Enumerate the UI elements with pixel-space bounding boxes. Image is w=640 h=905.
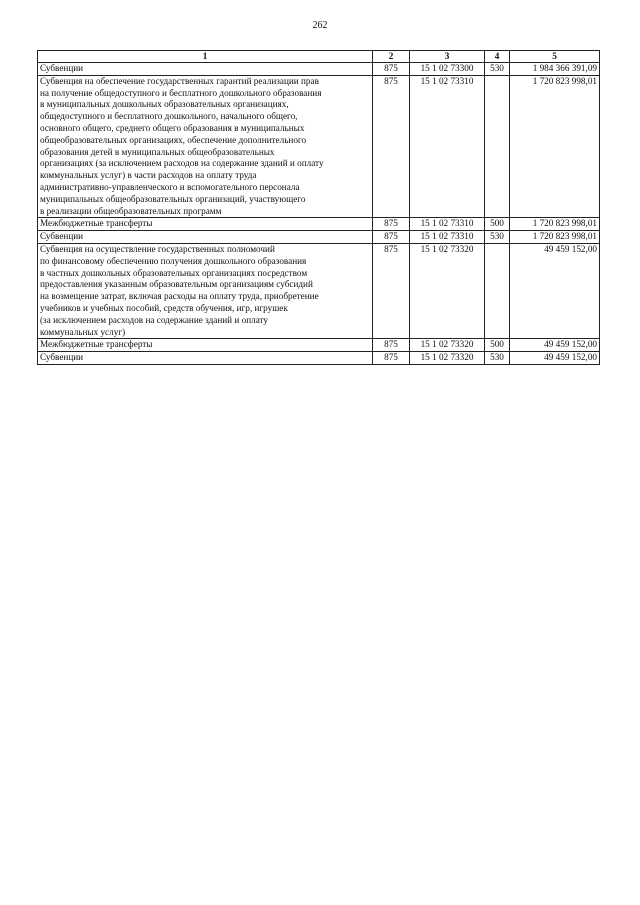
table-row	[38, 218, 600, 231]
row-code: 875	[373, 75, 410, 218]
row-vr: 530	[485, 231, 510, 244]
table-row	[38, 63, 600, 76]
row-csr: 15 1 02 73320	[410, 339, 485, 352]
table-row	[38, 352, 600, 365]
header-col-2: 2	[373, 51, 410, 63]
row-vr: 500	[485, 218, 510, 231]
row-amount: 1 720 823 998,01	[510, 75, 600, 218]
row-name: Субвенции	[38, 231, 373, 244]
header-col-3: 3	[410, 51, 485, 63]
row-name: Субвенции	[38, 63, 373, 76]
table-row	[38, 75, 600, 218]
table-row	[38, 339, 600, 352]
row-amount: 1 984 366 391,09	[510, 63, 600, 76]
row-name: Субвенция на осуществление государственных полномочий по финансовому обеспечению получения дошкольного образования в частных дошкольных образовательных организациях посредством предоставления указанным образовательным организациям субсидий на возмещение затрат, включая расходы на оплату труда, приобретение учебников и учебных пособий, средств обучения, игр, игрушек (за исключением расходов на содержание зданий и оплату коммунальных услуг)	[38, 243, 373, 338]
row-code: 875	[373, 63, 410, 76]
row-name: Субвенции	[38, 352, 373, 365]
row-name: Межбюджетные трансферты	[38, 339, 373, 352]
row-csr: 15 1 02 73310	[410, 218, 485, 231]
row-csr: 15 1 02 73310	[410, 231, 485, 244]
table-row	[38, 243, 600, 338]
row-csr: 15 1 02 73300	[410, 63, 485, 76]
header-col-4: 4	[485, 51, 510, 63]
row-code: 875	[373, 339, 410, 352]
budget-table	[37, 50, 600, 365]
table-header-row	[38, 51, 600, 63]
row-code: 875	[373, 352, 410, 365]
row-code: 875	[373, 243, 410, 338]
row-code: 875	[373, 218, 410, 231]
row-amount: 49 459 152,00	[510, 243, 600, 338]
row-vr	[485, 75, 510, 218]
row-csr: 15 1 02 73320	[410, 243, 485, 338]
row-amount: 49 459 152,00	[510, 339, 600, 352]
row-csr: 15 1 02 73310	[410, 75, 485, 218]
header-col-5: 5	[510, 51, 600, 63]
page-number: 262	[312, 20, 328, 31]
row-amount: 49 459 152,00	[510, 352, 600, 365]
row-name: Субвенция на обеспечение государственных гарантий реализации прав на получение общедоступного и бесплатного дошкольного образования в муниципальных дошкольных образовательных организациях, общедоступного и бесплатного дошкольного, начального общего, основного общего, среднего общего образования в муниципальных общеобразовательных организациях, обеспечение дополнительного образования детей в муниципальных общеобразовательных организациях (за исключением расходов на содержание зданий и оплату коммунальных услуг) в части расходов на оплату труда административно-управленческого и вспомогательного персонала муниципальных общеобразовательных организаций, участвующего в реализации общеобразовательных программ	[38, 75, 373, 218]
row-vr: 530	[485, 63, 510, 76]
row-vr	[485, 243, 510, 338]
row-name: Межбюджетные трансферты	[38, 218, 373, 231]
row-csr: 15 1 02 73320	[410, 352, 485, 365]
row-amount: 1 720 823 998,01	[510, 231, 600, 244]
row-vr: 500	[485, 339, 510, 352]
table-row	[38, 231, 600, 244]
row-amount: 1 720 823 998,01	[510, 218, 600, 231]
row-vr: 530	[485, 352, 510, 365]
header-col-1: 1	[38, 51, 373, 63]
row-code: 875	[373, 231, 410, 244]
